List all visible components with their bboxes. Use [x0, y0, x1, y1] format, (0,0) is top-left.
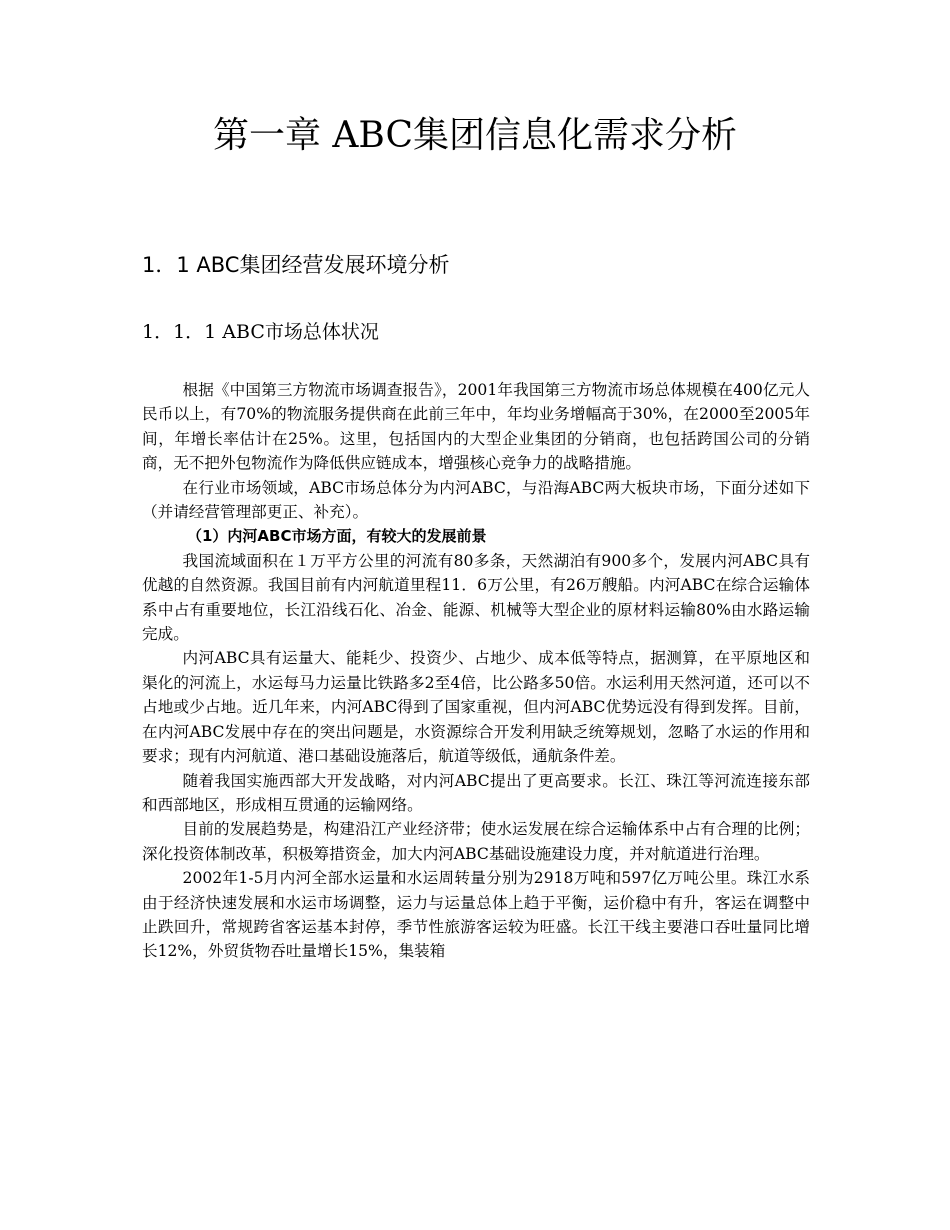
paragraph-industry-market: 在行业市场领域，ABC市场总体分为内河ABC，与沿海ABC两大板块市场，下面分述如下（并请经营管理部更正、补充）。 — [142, 478, 810, 522]
paragraph-natural-resources: 我国流域面积在１万平方公里的河流有80多条，天然湖泊有900多个，发展内河ABC具有优越的自然资源。我国目前有内河航道里程11．6万公里，有26万艘船。内河ABC在综合运输体系中占有重要地位，长江沿线石化、冶金、能源、机械等大型企业的原材料运输80%由水路运输完成。 — [142, 551, 810, 644]
paragraph-market-report: 根据《中国第三方物流市场调查报告》，2001年我国第三方物流市场总体规模在400亿元人民币以上，有70%的物流服务提供商在此前三年中，年均业务增幅高于30%，在2000至2005年间，年增长率估计在25%。这里，包括国内的大型企业集团的分销商，也包括跨国公司的分销商，无不把外包物流作为降低供应链成本，增强核心竞争力的战略措施。 — [142, 381, 810, 473]
paragraph-2002-statistics: 2002年1-5月内河全部水运量和水运周转量分别为2918万吨和597亿万吨公里。珠江水系由于经济快速发展和水运市场调整，运力与运量总体上趋于平衡，运价稳中有升，客运在调整中止跌回升，常规跨省客运基本封停，季节性旅游客运较为旺盛。长江干线主要港口吞吐量同比增长12%，外贸货物吞吐量增长15%，集装箱 — [142, 869, 810, 961]
paragraph-development-trend: 目前的发展趋势是，构建沿江产业经济带；使水运发展在综合运输体系中占有合理的比例；深化投资体制改革，积极筹措资金，加大内河ABC基础设施建设力度，并对航道进行治理。 — [142, 820, 810, 863]
subheading-inland-market: （1）内河ABC市场方面，有较大的发展前景 — [187, 527, 487, 546]
section-title: 1．1 ABC集团经营发展环境分析 — [142, 253, 450, 277]
paragraph-western-development: 随着我国实施西部大开发战略，对内河ABC提出了更高要求。长江、珠江等河流连接东部和西部地区，形成相互贯通的运输网络。 — [142, 771, 810, 814]
chapter-title: 第一章 ABC集团信息化需求分析 — [212, 115, 738, 156]
subsection-title: 1．1．1 ABC市场总体状况 — [142, 321, 379, 343]
paragraph-inland-features: 内河ABC具有运量大、能耗少、投资少、占地少、成本低等特点，据测算，在平原地区和渠化的河流上，水运每马力运量比铁路多2至4倍，比公路多50倍。水运利用天然河道，还可以不占地或少占地。近几年来，内河ABC得到了国家重视，但内河ABC优势远没有得到发挥。目前，在内河ABC发展中存在的突出问题是，水资源综合开发利用缺乏统筹规划，忽略了水运的作用和要求；现有内河航道、港口基础设施落后，航道等级低，通航条件差。 — [142, 649, 810, 766]
body-text — [142, 378, 810, 964]
